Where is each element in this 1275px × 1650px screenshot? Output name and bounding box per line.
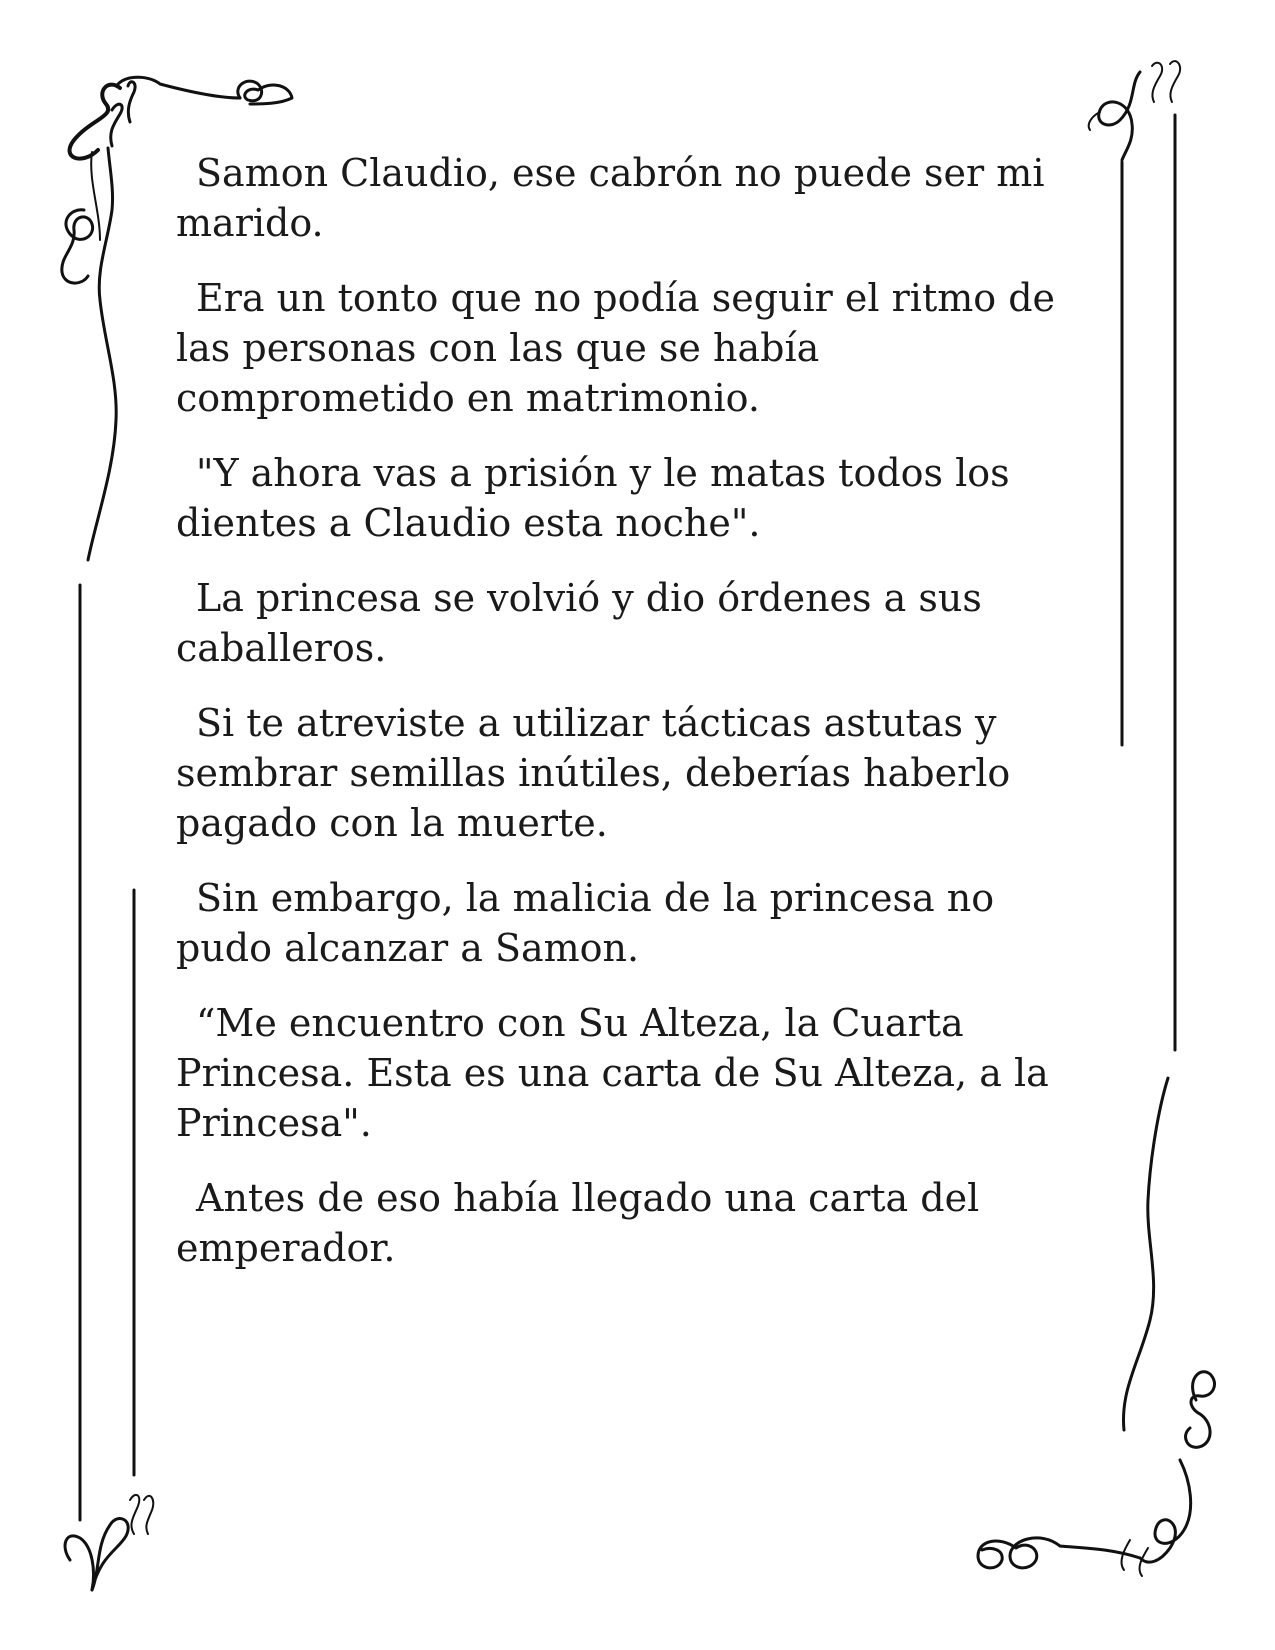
- paragraph: Era un tonto que no podía seguir el ritmo de las personas con las que se había comprometido en matrimonio.: [176, 276, 1056, 420]
- paragraph: Si te atreviste a utilizar tácticas astutas y sembrar semillas inútiles, deberías haberlo pagado con la muerte.: [176, 701, 1011, 845]
- paragraph: "Y ahora vas a prisión y le matas todos los dientes a Claudio esta noche".: [176, 451, 1010, 545]
- paragraph: “Me encuentro con Su Alteza, la Cuarta Princesa. Esta es una carta de Su Alteza, a la Princesa".: [176, 1001, 1049, 1145]
- paragraph: La princesa se volvió y dio órdenes a sus caballeros.: [176, 576, 982, 670]
- top-right-flourish: [1089, 61, 1180, 160]
- bottom-left-flourish: [65, 1495, 153, 1590]
- paragraph: Sin embargo, la malicia de la princesa no pudo alcanzar a Samon.: [176, 876, 995, 970]
- paragraph: Antes de eso había llegado una carta del emperador.: [176, 1176, 980, 1270]
- paragraph: Samon Claudio, ese cabrón no puede ser mi marido.: [176, 151, 1045, 245]
- body-text: [176, 148, 1081, 1298]
